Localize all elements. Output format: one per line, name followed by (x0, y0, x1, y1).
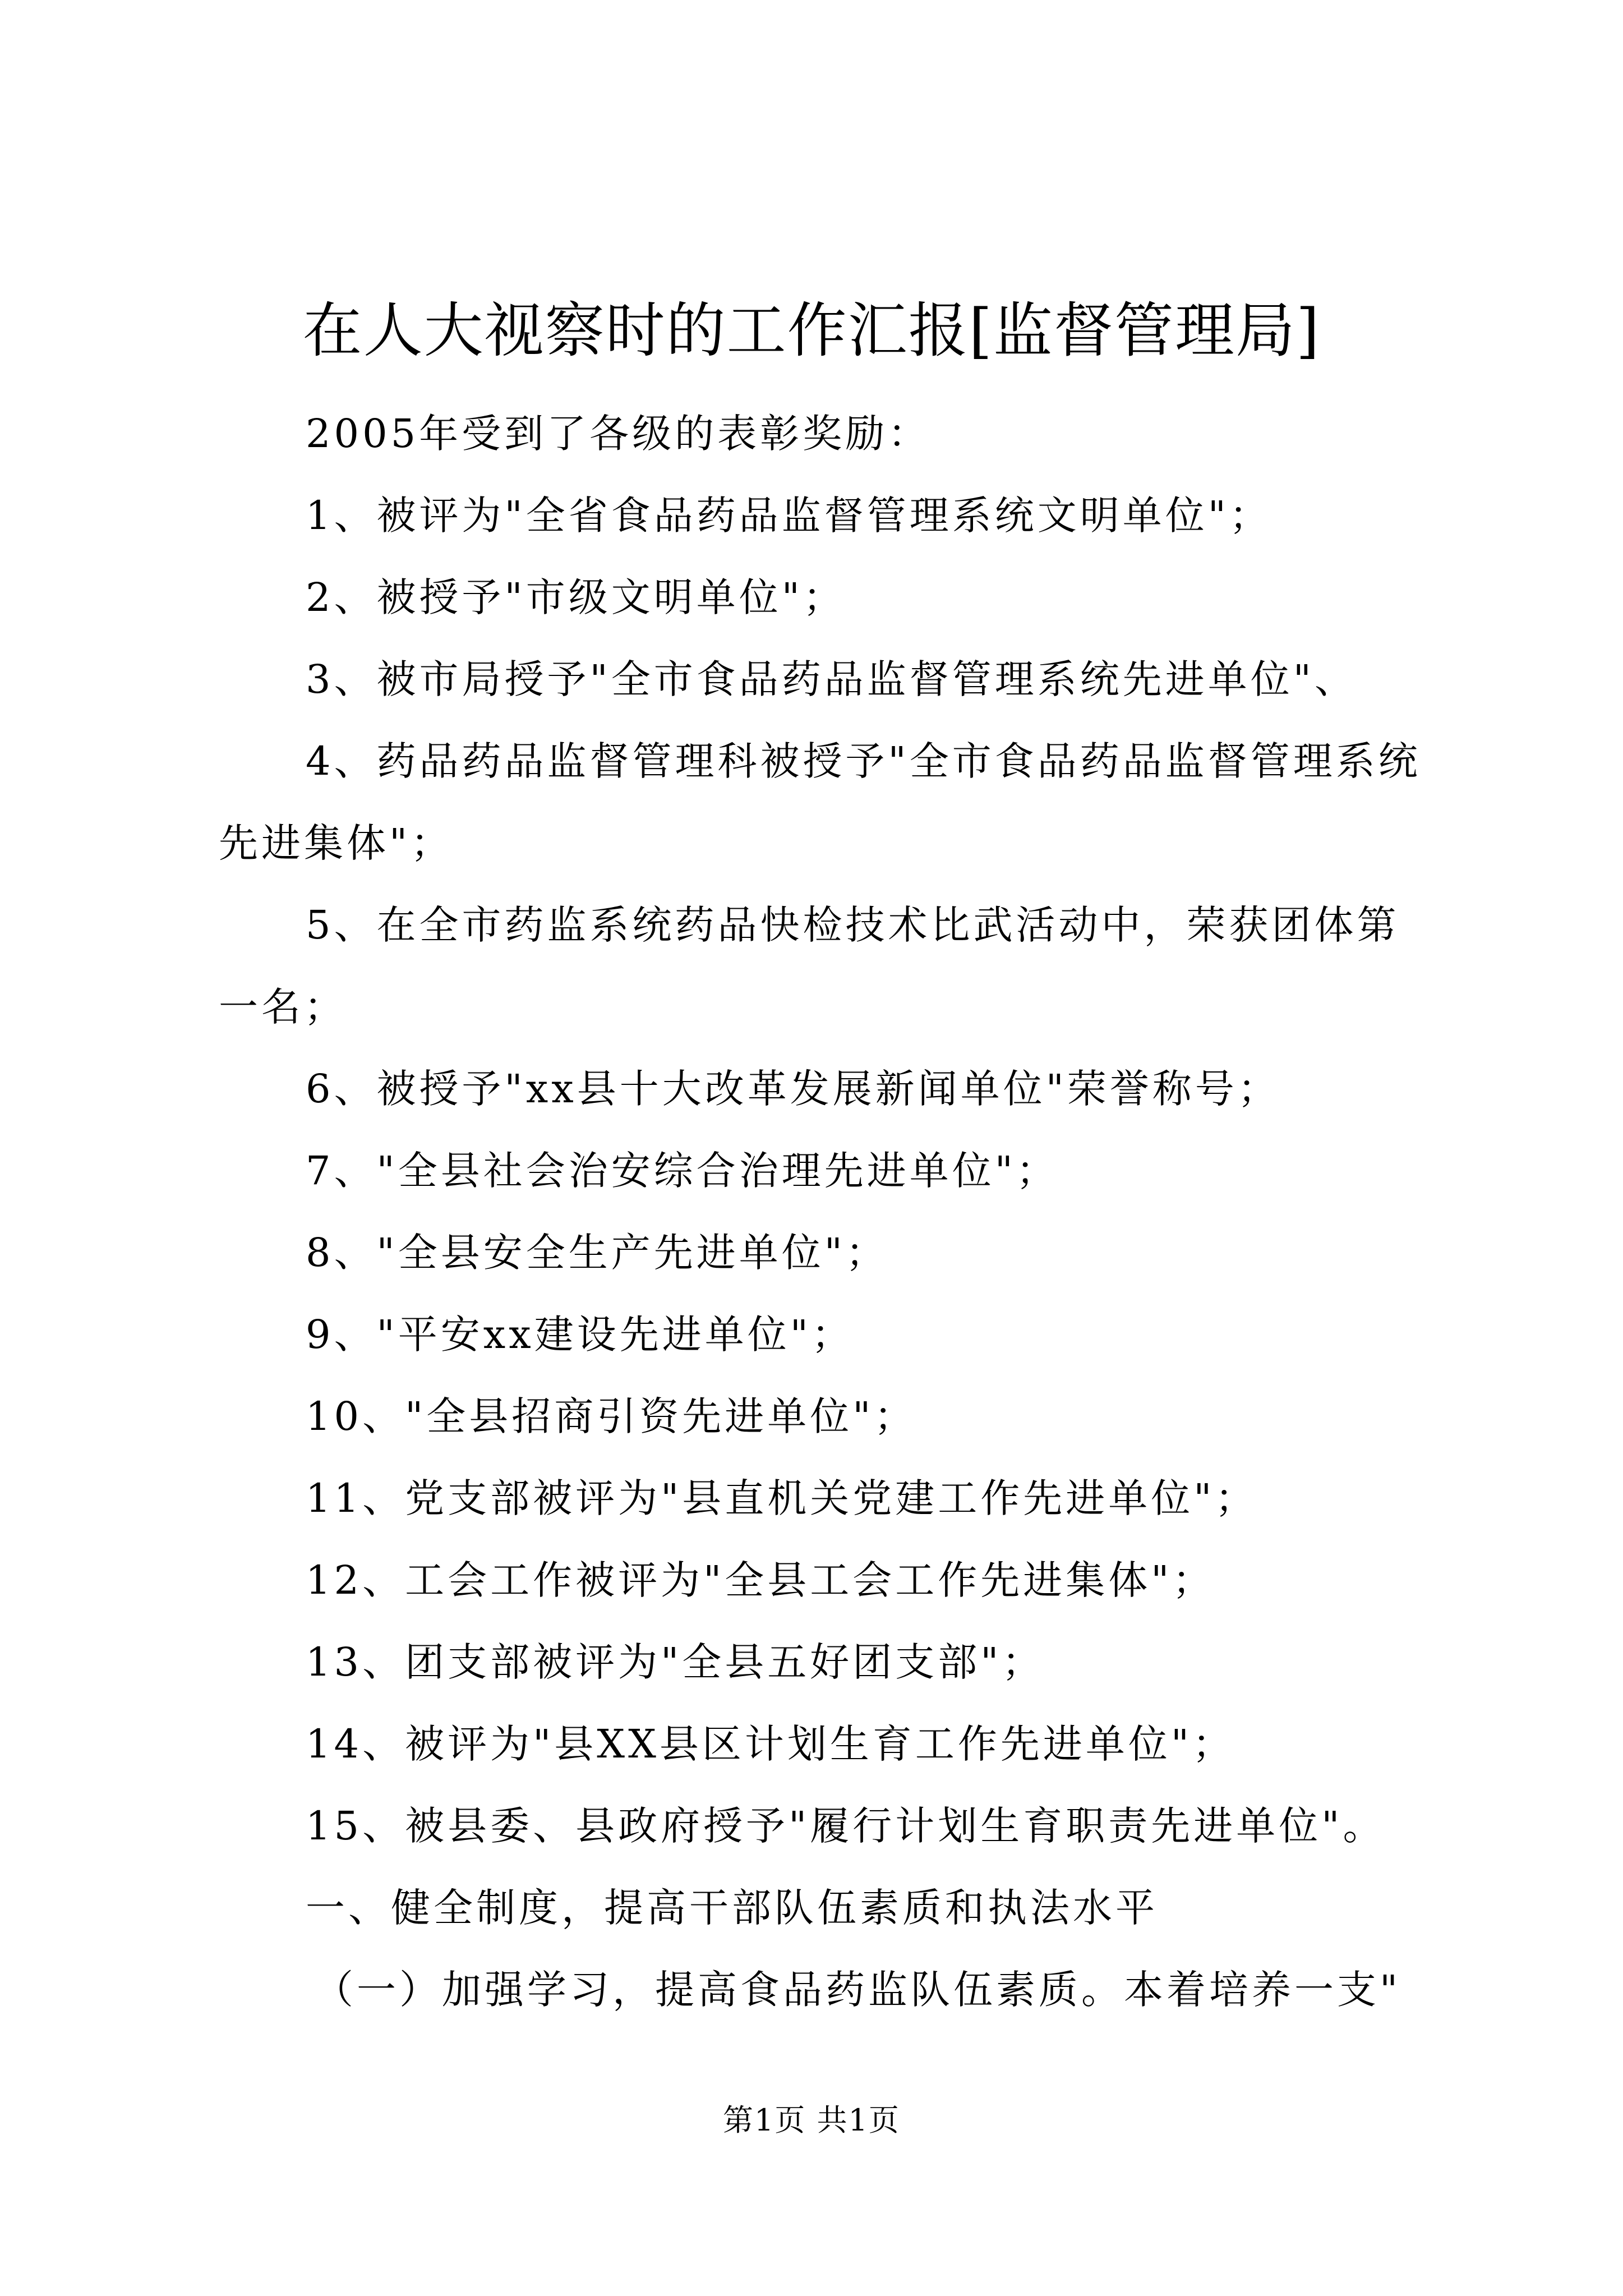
award-item-6: 6、被授予"xx县十大改革发展新闻单位"荣誉称号； (306, 1066, 1280, 1112)
award-item-11: 11、党支部被评为"县直机关党建工作先进单位"； (306, 1475, 1258, 1521)
document-body (219, 393, 1424, 2031)
award-item-7: 7、"全县社会治安综合治理先进单位"； (306, 1148, 1059, 1194)
award-item-1: 1、被评为"全省食品药品监督管理系统文明单位"； (306, 493, 1272, 539)
award-item-3: 3、被市局授予"全市食品药品监督管理系统先进单位"、 (306, 656, 1357, 702)
award-item-14: 14、被评为"县XX县区计划生育工作先进单位"； (306, 1721, 1235, 1767)
document-title: 在人大视察时的工作汇报[监督管理局] (302, 296, 1321, 365)
award-item-4: 4、药品药品监督管理科被授予"全市食品药品监督管理系统先进集体"； (219, 738, 1421, 866)
award-item-9: 9、"平安xx建设先进单位"； (306, 1312, 854, 1358)
award-item-13: 13、团支部被评为"全县五好团支部"； (306, 1639, 1045, 1685)
paragraph-intro: 2005年受到了各级的表彰奖励： (306, 411, 931, 457)
section-heading-1: 一、健全制度，提高干部队伍素质和执法水平 (306, 1885, 1158, 1931)
award-item-15: 15、被县委、县政府授予"履行计划生育职责先进单位"。 (306, 1803, 1386, 1849)
award-item-12: 12、工会工作被评为"全县工会工作先进集体"； (306, 1557, 1215, 1603)
page-footer: 第1页 共1页 (723, 2102, 900, 2138)
award-item-10: 10、"全县招商引资先进单位"； (306, 1393, 917, 1439)
subsection-paragraph-1: （一）加强学习，提高食品药监队伍素质。本着培养一支" (314, 1967, 1401, 2013)
award-item-5: 5、在全市药监系统药品快检技术比武活动中，荣获团体第一名； (219, 902, 1400, 1030)
award-item-8: 8、"全县安全生产先进单位"； (306, 1230, 888, 1276)
award-item-2: 2、被授予"市级文明单位"； (306, 574, 846, 620)
